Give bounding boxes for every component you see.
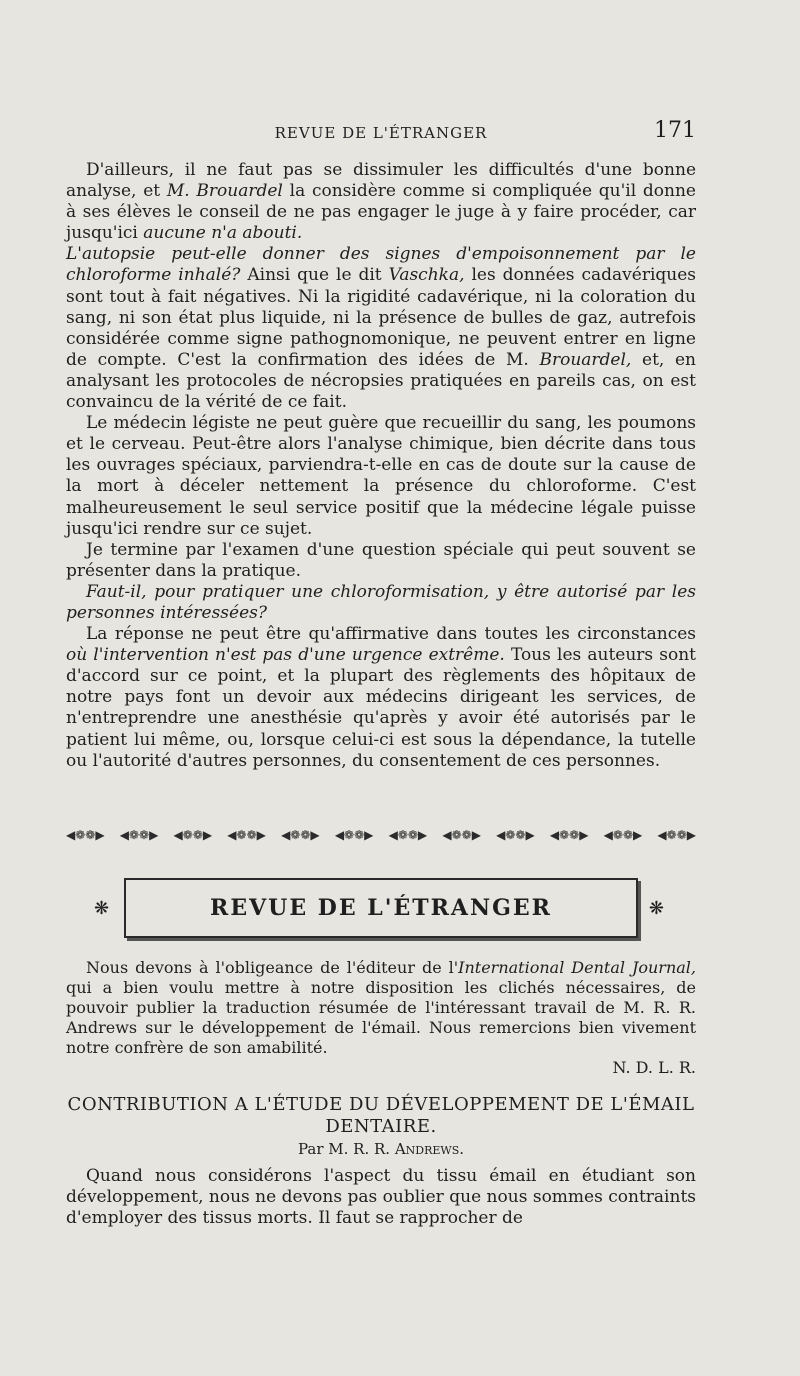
ornamental-rule [66, 828, 696, 842]
author-prefix: Par M. R. R. [297, 1140, 391, 1158]
italic-run: où l'intervention n'est pas d'une urgence extrême. [66, 645, 505, 666]
text-run: Nous devons à l'obligeance de l'éditeur de l' [86, 958, 459, 977]
article-intro-text: Quand nous considérons l'aspect du tissu émail en étudiant son développement, nous ne devons pas oublier que nous sommes contraints d'employer des tissus morts. Il faut se rapprocher de [66, 1166, 696, 1228]
ornament-glyph-icon: ◀❁❁▶ [603, 828, 643, 842]
text-run: les données cadavériques sont tout à fait négatives. Ni la rigidité cadavérique, ni la coloration du sang, ni son état plus liquide, ni la présence de bulles de gaz, autrefois considérée comme signe pathognomonique, ne peuvent entrer en ligne de compte. C'est la confirmation des idées de M. [66, 265, 697, 370]
running-title: REVUE DE L'ÉTRANGER [274, 124, 488, 142]
editor-note [66, 958, 696, 1058]
fleuron-left-icon: ❋ [94, 898, 110, 919]
text-run: et, en analysant les protocoles de nécropsies pratiquées en pareils cas, on est convaincu de la vérité de ce fait. [66, 349, 696, 413]
fleuron-right-icon: ❋ [648, 898, 664, 919]
italic-run: aucune n'a abouti. [143, 223, 303, 244]
text-run: Tous les auteurs sont d'accord sur ce point, et la plupart des règlements des hôpitaux de notre pays font un devoir aux médecins dirigeant les services, de n'entreprendre une anesthésie qu'après y avoir été autorisés par le patient lui même, ou, lorsque celui-ci est sous la dépendance, la tutelle ou l'autorité d'autres personnes, du consentement de ces personnes. [66, 645, 697, 771]
ornament-glyph-icon: ◀❁❁▶ [281, 828, 320, 842]
paragraph [66, 413, 696, 540]
ornament-glyph-icon: ◀❁❁▶ [66, 828, 105, 842]
editor-note-text [66, 958, 696, 1058]
ornament-glyph-icon: ◀❁❁▶ [334, 828, 374, 842]
italic-run: Brouardel, [539, 349, 632, 370]
running-header [66, 118, 696, 148]
ornament-glyph-icon: ◀❁❁▶ [442, 828, 481, 842]
ornament-glyph-icon: ◀❁❁▶ [388, 828, 428, 842]
ornament-glyph-icon: ◀❁❁▶ [549, 828, 589, 842]
section-banner-frame [124, 878, 638, 938]
page-number: 171 [654, 118, 696, 143]
article-author [66, 1140, 696, 1158]
paragraph [66, 624, 696, 772]
ornament-glyph-icon: ◀❁❁▶ [119, 828, 159, 842]
italic-run: Vaschka, [388, 265, 465, 286]
main-text [66, 160, 696, 772]
ornament-glyph-icon: ◀❁❁▶ [227, 828, 266, 842]
text-run: Le médecin légiste ne peut guère que recueillir du sang, les poumons et le cerveau. Peut-être alors l'analyse chimique, bien décrite dans tous les ouvrages spéciaux, parviendra-t-elle en cas de doute sur la cause de la mort à déceler nettement la présence du chloroforme. C'est malheureusement le seul service positif que la médecine légale puisse jusqu'ici rendre sur ce sujet. [66, 413, 696, 539]
editor-signature: N. D. L. R. [612, 1058, 696, 1077]
text-run: qui a bien voulu mettre à notre disposition les clichés nécessaires, de pouvoir publier la traduction résumée de l'intéressant travail de M. R. R. Andrews sur le développement de l'émail. Nous remercions bien vivement notre confrère de son amabilité. [66, 978, 696, 1057]
text-run: Ainsi que le dit [240, 265, 389, 286]
text-run: la considère comme si compliquée qu'il donne à ses élèves le conseil de ne pas engager le juge à y faire procéder, car jusqu'ici [66, 181, 696, 244]
paragraph [66, 540, 696, 582]
text-run: La réponse ne peut être qu'affirmative dans toutes les circonstances [86, 624, 696, 645]
section-banner-title: REVUE DE L'ÉTRANGER [210, 895, 552, 921]
italic-run: L'autopsie peut-elle donner des signes d'empoisonnement par le chloroforme inhalé? [66, 244, 696, 286]
ornament-glyph-icon: ◀❁❁▶ [496, 828, 535, 842]
article-title: CONTRIBUTION A L'ÉTUDE DU DÉVELOPPEMENT DE L'ÉMAIL DENTAIRE. [67, 1094, 695, 1137]
author-name: Andrews. [394, 1140, 465, 1158]
ornament-glyph-icon: ◀❁❁▶ [657, 828, 696, 842]
text-run: Je termine par l'examen d'une question spéciale qui peut souvent se présenter dans la pratique. [66, 539, 696, 581]
article-intro [66, 1166, 696, 1229]
text-run: D'ailleurs, il ne faut pas se dissimuler les difficultés d'une bonne analyse, et [66, 160, 696, 202]
italic-run: International Dental Journal, [458, 958, 696, 977]
ornament-glyph-icon: ◀❁❁▶ [173, 828, 213, 842]
italic-run: Faut-il, pour pratiquer une chloroformisation, y être autorisé par les personnes intéressées? [66, 581, 696, 623]
italic-run: M. Brouardel [166, 181, 283, 202]
paragraph [66, 582, 696, 624]
paragraph [66, 160, 696, 244]
paragraph [66, 244, 696, 413]
section-banner [66, 872, 696, 944]
